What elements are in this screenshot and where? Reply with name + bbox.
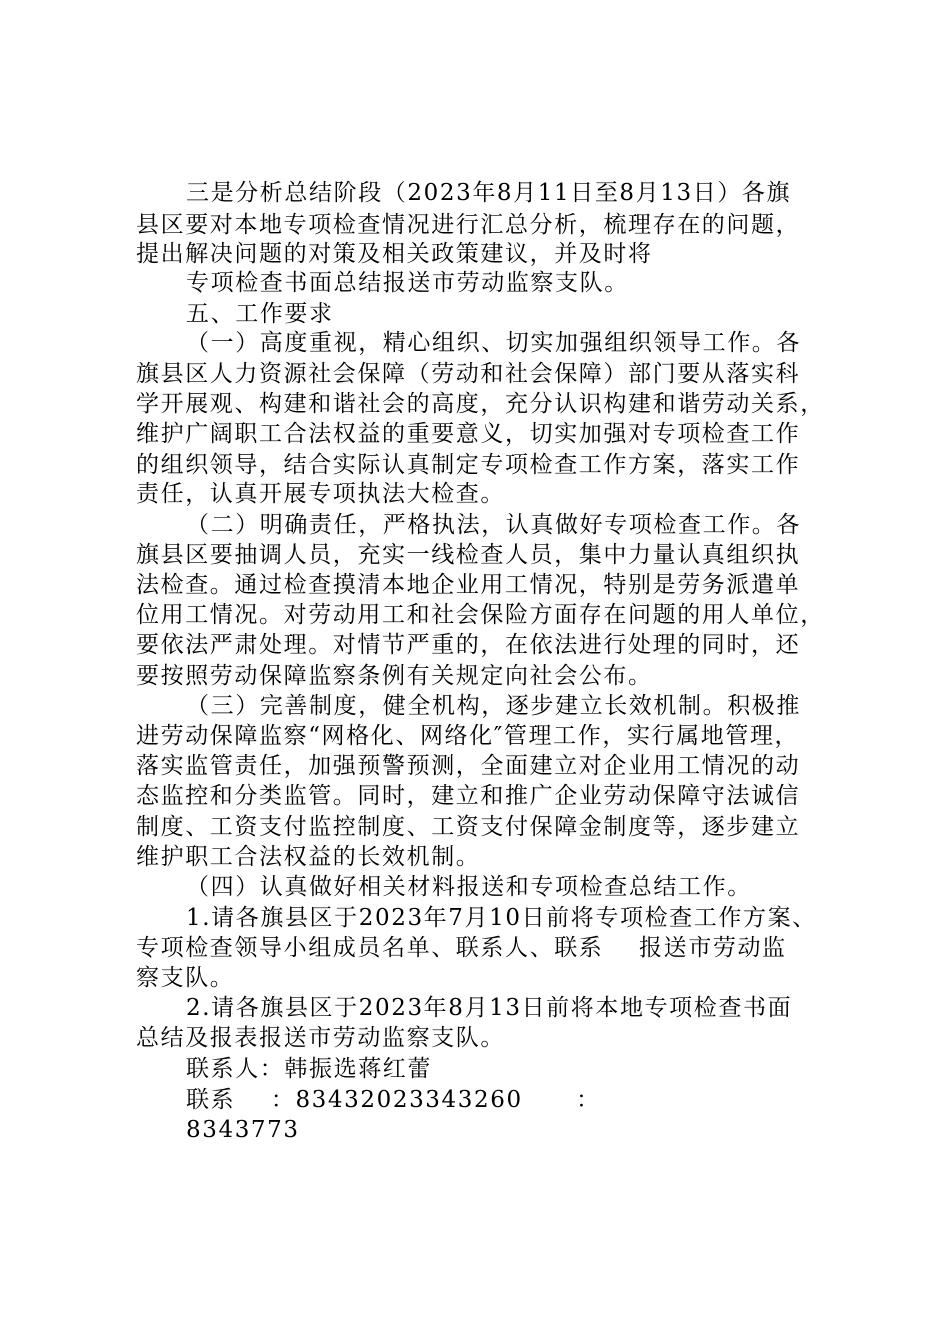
contact-phone-continued: 8343773 — [186, 1117, 300, 1143]
paragraph-line: 落实监管责任，加强预警预测，全面建立对企业用工情况的动 — [136, 753, 801, 779]
section-heading: 五、工作要求 — [186, 301, 334, 327]
paragraph-line: 察支队。 — [136, 965, 235, 991]
paragraph-line: 旗县区人力资源社会保障（劳动和社会保障）部门要从落实科 — [136, 361, 801, 387]
paragraph-line: 2.请各旗县区于2023年8月13日前将本地专项检查书面 — [186, 995, 793, 1021]
subsection-heading-line: （二）明确责任，严格执法，认真做好专项检查工作。各 — [186, 512, 801, 538]
paragraph-line: 态监控和分类监管。同时，建立和推广企业劳动保障守法诚信 — [136, 783, 801, 809]
paragraph-line: 提出解决问题的对策及相关政策建议，并及时将 — [136, 241, 653, 267]
paragraph-line: 维护职工合法权益的长效机制。 — [136, 844, 481, 870]
subsection-heading-line: （四）认真做好相关材料报送和专项检查总结工作。 — [186, 874, 752, 900]
paragraph-line: 责任，认真开展专项执法大检查。 — [136, 481, 505, 507]
paragraph-line: 专项检查领导小组成员名单、联系人、联系 报送市劳动监 — [136, 935, 787, 961]
paragraph-line: 旗县区要抽调人员，充实一线检查人员，集中力量认真组织执 — [136, 542, 801, 568]
paragraph-line: 1.请各旗县区于2023年7月10日前将专项检查工作方案、 — [186, 905, 817, 931]
paragraph-line: 总结及报表报送市劳动监察支队。 — [136, 1025, 505, 1051]
paragraph-line: 进劳动保障监察“网格化、网络化″管理工作，实行属地管理， — [136, 723, 800, 749]
paragraph-line: 县区要对本地专项检查情况进行汇总分析，梳理存在的问题， — [136, 212, 801, 238]
paragraph-line: 专项检查书面总结报送市劳动监察支队。 — [186, 270, 629, 296]
paragraph-line: 制度、工资支付监控制度、工资支付保障金制度等，逐步建立 — [136, 814, 801, 840]
paragraph-line: 学开展观、构建和谐社会的高度，充分认识构建和谐劳动关系， — [136, 391, 825, 417]
paragraph-line: 位用工情况。对劳动用工和社会保险方面存在问题的用人单位， — [136, 602, 825, 628]
contact-person-line: 联系人：韩振选蒋红蕾 — [186, 1056, 432, 1082]
contact-phone-line: 联系 ：83432023343260 ： — [186, 1087, 601, 1113]
subsection-heading-line: （三）完善制度，健全机构，逐步建立长效机制。积极推 — [186, 693, 801, 719]
paragraph-line: 三是分析总结阶段（2023年8月11日至8月13日）各旗 — [186, 180, 792, 206]
subsection-heading-line: （一）高度重视，精心组织、切实加强组织领导工作。各 — [186, 330, 801, 356]
paragraph-line: 要依法严肃处理。对情节严重的，在依法进行处理的同时，还 — [136, 632, 801, 658]
paragraph-line: 要按照劳动保障监察条例有关规定向社会公布。 — [136, 663, 653, 689]
paragraph-line: 法检查。通过检查摸清本地企业用工情况，特别是劳务派遣单 — [136, 572, 801, 598]
paragraph-line: 维护广阔职工合法权益的重要意义，切实加强对专项检查工作 — [136, 421, 801, 447]
paragraph-line: 的组织领导，结合实际认真制定专项检查工作方案，落实工作 — [136, 452, 801, 478]
